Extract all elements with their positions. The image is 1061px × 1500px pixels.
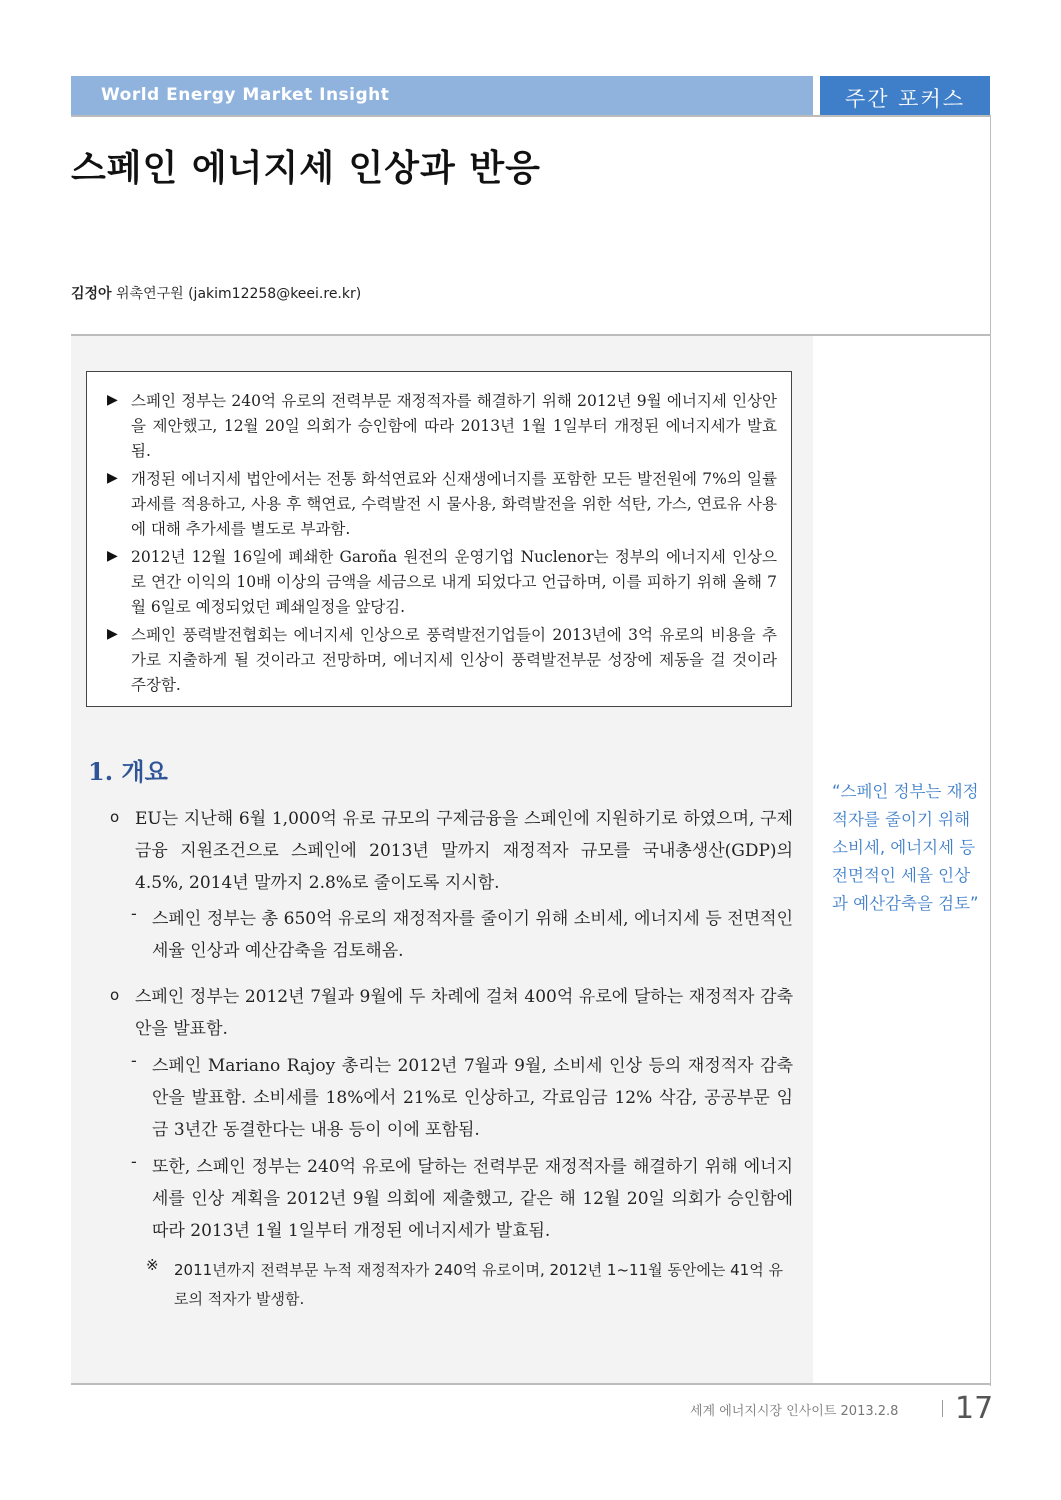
- sub-paragraph: 스페인 Mariano Rajoy 총리는 2012년 7월과 9월, 소비세 인상 등의 재정적자 감축안을 발표함. 소비세를 18%에서 21%로 인상하고, 각료임금 12% 삭감, 공공부문 임금 3년간 동결한다는 내용 등이 이에 포함됨.: [152, 1056, 793, 1140]
- summary-item: 스페인 풍력발전협회는 에너지세 인상으로 풍력발전기업들이 2013년에 3억 유로의 비용을 추가로 지출하게 될 것이라고 전망하며, 에너지세 인상이 풍력발전부문 성장에 제동을 걸 것이라 주장함.: [131, 626, 777, 694]
- paragraph: EU는 지난해 6월 1,000억 유로 규모의 구제금융을 스페인에 지원하기로 하였으며, 구제금융 지원조건으로 스페인에 2013년 말까지 재정적자 규모를 국내총생산(GDP)의 4.5%, 2014년 말까지 2.8%로 줄이도록 지시함.: [135, 809, 793, 893]
- sidebar-divider: [990, 336, 991, 1386]
- summary-item: 2012년 12월 16일에 폐쇄한 Garoña 원전의 운영기업 Nuclenor는 정부의 에너지세 인상으로 연간 이익의 10배 이상의 금액을 세금으로 내게 되었다고 언급하며, 이를 피하기 위해 올해 7월 6일로 예정되었던 폐쇄일정을 앞당김.: [131, 548, 777, 616]
- footer-separator: [942, 1400, 943, 1417]
- triangle-bullet-icon: ▶: [107, 470, 118, 486]
- author-affiliation: 위촉연구원 (jakim12258@keei.re.kr): [111, 286, 362, 302]
- page-title: 스페인 에너지세 인상과 반응: [71, 148, 541, 189]
- sub-paragraph: 스페인 정부는 총 650억 유로의 재정적자를 줄이기 위해 소비세, 에너지세 등 전면적인 세율 인상과 예산감축을 검토해옴.: [152, 909, 793, 961]
- header-section-tab: [820, 76, 990, 115]
- dash-bullet-icon: -: [131, 1051, 137, 1071]
- footer-publication: 세계 에너지시장 인사이트 2013.2.8: [690, 1404, 899, 1419]
- content-bottom-divider: [71, 1383, 991, 1385]
- triangle-bullet-icon: ▶: [107, 626, 118, 642]
- summary-box: [86, 371, 792, 707]
- pull-quote: “스페인 정부는 재정적자를 줄이기 위해 소비세, 에너지세 등 전면적인 세율 인상과 예산감축을 검토”: [832, 782, 979, 913]
- author-line: [71, 283, 361, 303]
- triangle-bullet-icon: ▶: [107, 392, 118, 408]
- summary-item: 개정된 에너지세 법안에서는 전통 화석연료와 신재생에너지를 포함한 모든 발전원에 7%의 일률과세를 적용하고, 사용 후 핵연료, 수력발전 시 물사용, 화력발전을 위한 석탄, 가스, 연료유 사용에 대해 추가세를 별도로 부과함.: [131, 470, 777, 538]
- header-series-bar: [71, 76, 813, 115]
- sub-paragraph: 또한, 스페인 정부는 240억 유로에 달하는 전력부문 재정적자를 해결하기 위해 에너지세를 인상 계획을 2012년 9월 의회에 제출했고, 같은 해 12월 20일 의회가 승인함에 따라 2013년 1월 1일부터 개정된 에너지세가 발효됨.: [152, 1157, 793, 1241]
- sidebar-divider-top: [990, 117, 991, 335]
- circle-bullet-icon: o: [110, 808, 120, 826]
- section-heading: 1. 개요: [88, 757, 168, 786]
- page-number: 17: [955, 1391, 994, 1426]
- summary-item: 스페인 정부는 240억 유로의 전력부문 재정적자를 해결하기 위해 2012년 9월 에너지세 인상안을 제안했고, 12월 20일 의회가 승인함에 따라 2013년 1월 1일부터 개정된 에너지세가 발효됨.: [131, 392, 777, 460]
- header-section-label: 주간 포커스: [844, 87, 966, 111]
- footnote: 2011년까지 전력부문 누적 재정적자가 240억 유로이며, 2012년 1~11월 동안에는 41억 유로의 적자가 발생함.: [174, 1261, 783, 1308]
- header-series-label: World Energy Market Insight: [101, 85, 390, 105]
- paragraph: 스페인 정부는 2012년 7월과 9월에 두 차례에 걸쳐 400억 유로에 달하는 재정적자 감축안을 발표함.: [135, 987, 793, 1039]
- circle-bullet-icon: o: [110, 986, 120, 1004]
- triangle-bullet-icon: ▶: [107, 548, 118, 564]
- dash-bullet-icon: -: [131, 1152, 137, 1172]
- header-divider: [71, 115, 991, 117]
- dash-bullet-icon: -: [131, 904, 137, 924]
- note-mark: ※: [146, 1256, 159, 1274]
- author-name: 김정아: [71, 286, 112, 302]
